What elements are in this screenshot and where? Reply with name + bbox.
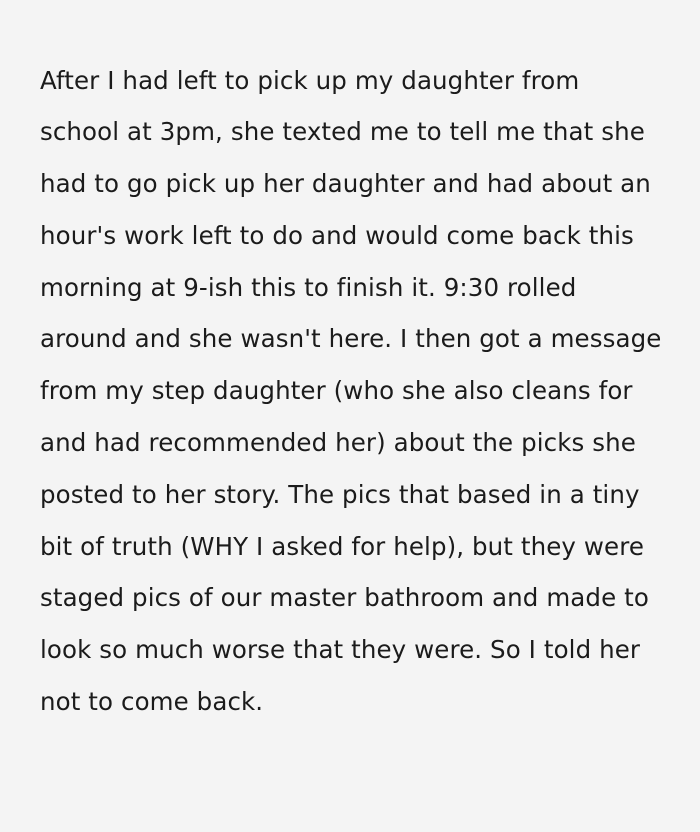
story-body-text: After I had left to pick up my daughter from school at 3pm, she texted me to tell me that she had to go pick up her daughter and had about an hour's work left to do and would come back this morning at 9-ish this to finish it. 9:30 rolled around and she wasn't here. I then got a message from my step daughter (who she also cleans for and had recommended her) about the picks she posted to her story. The pics that based in a tiny bit of truth (WHY I asked for help), but they were staged pics of our master bathroom and made to look so much worse that they were. So I told her not to come back. bbox=[40, 65, 670, 717]
